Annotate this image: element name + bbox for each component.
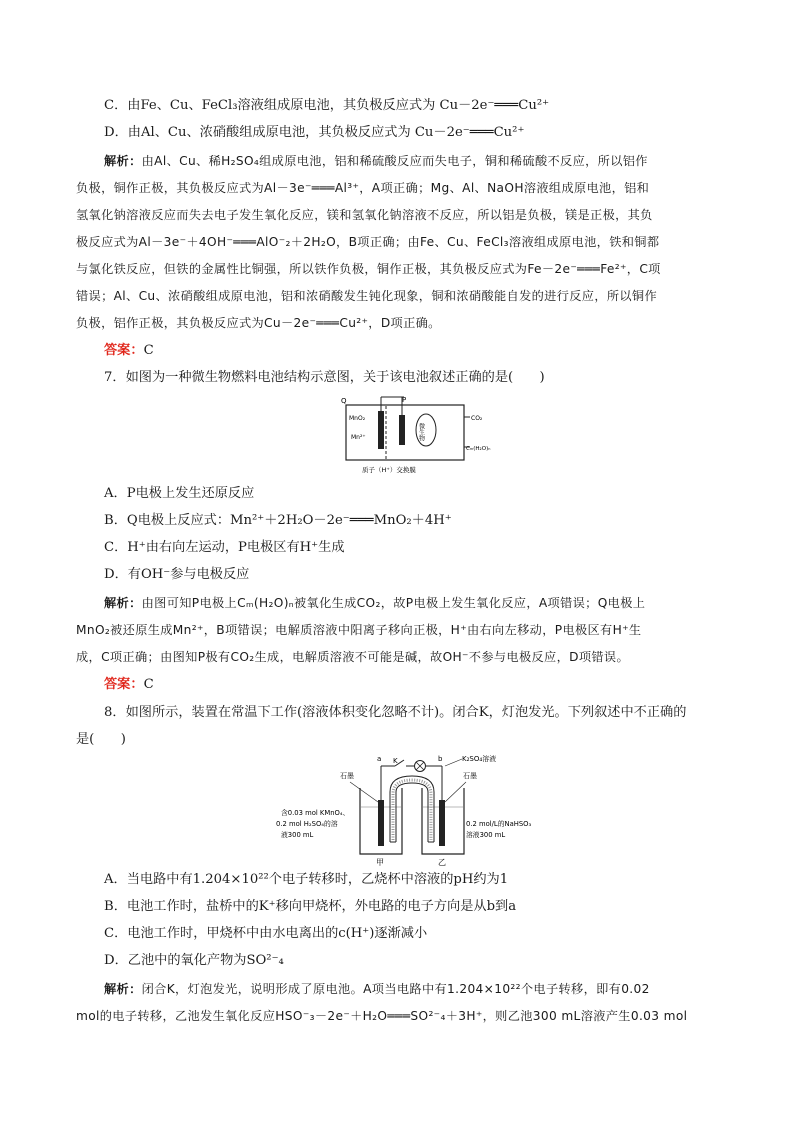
q6-explanation-line: 负极，铜作正极，其负极反应式为Al－3e⁻═══Al³⁺，A项正确；Mg、Al、NaOH溶液组成原电池，铝和 <box>76 181 650 195</box>
explanation-label: 解析： <box>104 596 142 610</box>
label-mn: Mn²⁺ <box>351 434 366 441</box>
q7-explanation-line: MnO₂被还原生成Mn²⁺，B项错误；电解质溶液中阳离子移向正极，H⁺由右向左移动，P电极区有H⁺生 <box>76 623 642 637</box>
q7-explanation-line: 成，C项正确；由图知P极有CO₂生成，电解质溶液不可能是碱，故OH⁻不参与电极反应，D项错误。 <box>76 650 629 664</box>
q7-option-b: B．Q电极上反应式：Mn²⁺＋2H₂O－2e⁻═══MnO₂＋4H⁺ <box>104 513 452 528</box>
q6-option-d: D．由Al、Cu、浓硝酸组成原电池，其负极反应式为 Cu－2e⁻═══Cu²⁺ <box>104 125 525 140</box>
q6-explanation-line: 氢氧化钠溶液反应而失去电子发生氧化反应，镁和氢氧化钠溶液不反应，所以铝是负极，镁是正极，其负 <box>76 208 653 222</box>
label-co2: CO₂ <box>471 415 483 422</box>
right-graphite-electrode <box>439 800 445 846</box>
label-yi: 乙 <box>438 858 446 867</box>
q6-explanation-line: 错误；Al、Cu、浓硝酸组成原电池，铝和浓硝酸发生钝化现象，铜和浓硝酸能自发的进行反应，所以铜作 <box>76 289 658 303</box>
answer-value: C <box>143 677 154 692</box>
q7-option-d: D．有OH⁻参与电极反应 <box>104 567 250 582</box>
answer-label: 答案： <box>104 677 144 692</box>
svg-text:0.2 mol H₂SO₄的溶: 0.2 mol H₂SO₄的溶 <box>276 820 338 828</box>
q8-explanation-line: 解析：闭合K，灯泡发光，说明形成了原电池。A项当电路中有1.204×10²²个电子转移，即有0.02 <box>104 982 650 996</box>
label-graphite-left: 石墨 <box>340 772 354 780</box>
answer-value: C <box>143 343 154 358</box>
label-cm: Cₘ(H₂O)ₙ <box>466 446 491 452</box>
q8-explanation-line: mol的电子转移，乙池发生氧化反应HSO⁻₃－2e⁻＋H₂O═══SO²⁻₄＋3H⁺，则乙池300 mL溶液产生0.03 mol <box>76 1009 688 1023</box>
q6-explanation-line: 极反应式为Al－3e⁻＋4OH⁻═══AlO⁻₂＋2H₂O，B项正确；由Fe、Cu、FeCl₃溶液组成原电池，铁和铜都 <box>76 235 660 249</box>
explanation-label: 解析： <box>104 982 142 996</box>
label-microbe: 微生物 <box>417 423 425 441</box>
q8-option-c: C．电池工作时，甲烧杯中由水电离出的c(H⁺)逐渐减小 <box>104 926 428 941</box>
label-a: a <box>377 755 382 763</box>
galvanic-cell-diagram <box>270 752 570 867</box>
p-electrode <box>399 415 405 445</box>
q8-stem-continued: 是( ) <box>76 732 126 747</box>
label-p: P <box>402 396 407 404</box>
q6-explanation-line: 解析：由Al、Cu、稀H₂SO₄组成原电池，铝和稀硫酸反应而失电子，铜和稀硫酸不反应，所以铝作 <box>104 154 648 168</box>
answer-label: 答案： <box>104 343 144 358</box>
q8-figure <box>270 752 570 867</box>
q7-stem: 7．如图为一种微生物燃料电池结构示意图，关于该电池叙述正确的是( ) <box>104 370 545 385</box>
label-k: K <box>393 757 398 765</box>
microbial-fuel-cell-diagram <box>342 393 492 477</box>
q7-option-a: A．P电极上发生还原反应 <box>104 486 255 501</box>
q8-stem: 8．如图所示，装置在常温下工作(溶液体积变化忽略不计)。闭合K，灯泡发光。下列叙述中不正确的 <box>104 705 687 720</box>
q6-explanation-line: 与氯化铁反应，但铁的金属性比铜强，所以铁作负极，铜作正极，其负极反应式为Fe－2e⁻═══Fe²⁺，C项 <box>76 262 661 276</box>
q7-figure <box>342 393 492 477</box>
label-b: b <box>438 755 443 763</box>
label-k2so4: K₂SO₄溶液 <box>462 755 497 763</box>
label-graphite-right: 石墨 <box>463 772 477 780</box>
label-q: Q <box>341 397 347 405</box>
left-graphite-electrode <box>378 800 384 846</box>
q7-option-c: C．H⁺由右向左运动，P电极区有H⁺生成 <box>104 540 345 555</box>
q6-option-c: C．由Fe、Cu、FeCl₃溶液组成原电池，其负极反应式为 Cu－2e⁻═══Cu²⁺ <box>104 98 550 113</box>
q8-option-d: D．乙池中的氧化产物为SO²⁻₄ <box>104 953 284 968</box>
label-right-solution: 0.2 mol/L的NaHSO₃ <box>466 820 532 828</box>
q-electrode <box>378 411 384 449</box>
q6-explanation-line: 负极，铝作正极，其负极反应式为Cu－2e⁻═══Cu²⁺，D项正确。 <box>76 316 441 330</box>
label-mno2: MnO₂ <box>349 415 366 422</box>
label-jia: 甲 <box>376 858 384 867</box>
q7-answer <box>104 675 154 695</box>
q8-option-a: A．当电路中有1.204×10²²个电子转移时，乙烧杯中溶液的pH约为1 <box>104 872 509 887</box>
svg-text:液300 mL: 液300 mL <box>281 831 314 839</box>
label-membrane: 质子（H⁺）交换膜 <box>362 466 416 474</box>
svg-text:溶液300 mL: 溶液300 mL <box>466 831 506 839</box>
q8-option-b: B．电池工作时，盐桥中的K⁺移向甲烧杯，外电路的电子方向是从b到a <box>104 899 517 914</box>
q6-answer <box>104 341 154 361</box>
explanation-label: 解析： <box>104 154 142 168</box>
q7-explanation-line: 解析：由图可知P电极上Cₘ(H₂O)ₙ被氧化生成CO₂，故P电极上发生氧化反应，A项错误；Q电极上 <box>104 596 646 610</box>
label-left-solution: 含0.03 mol KMnO₄、 <box>281 809 350 817</box>
